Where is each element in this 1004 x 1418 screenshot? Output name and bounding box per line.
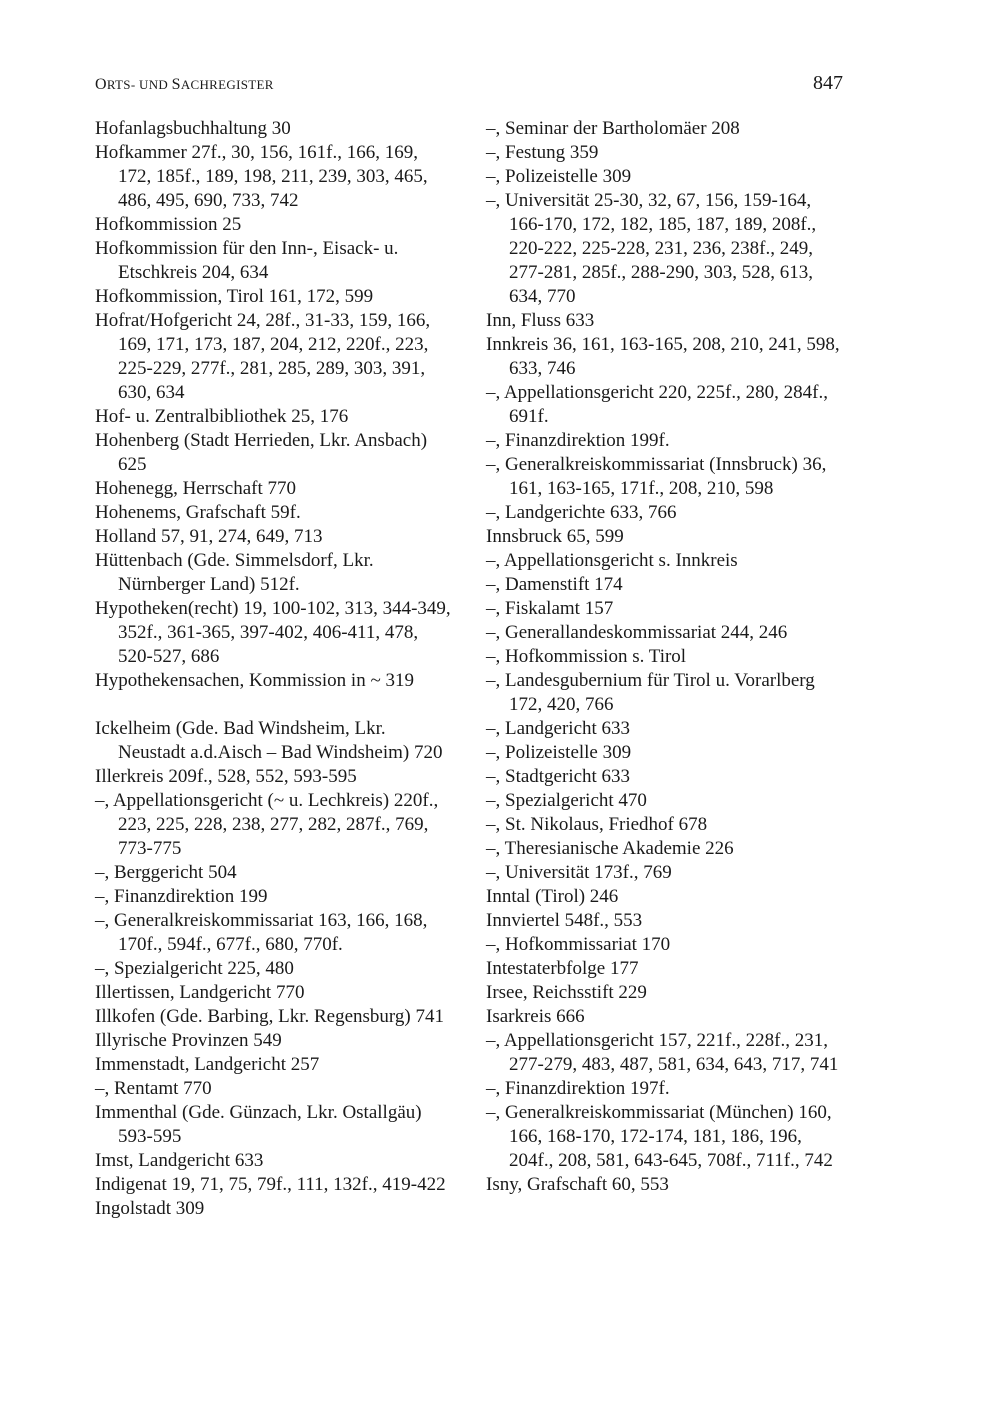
index-entry: –, Berggericht 504 <box>95 862 237 883</box>
index-entry: Hofkommission, Tirol 161, 172, 599 <box>95 286 374 307</box>
index-entry: Ickelheim (Gde. Bad Windsheim, Lkr. Neustadt a.d.Aisch – Bad Windsheim) 720 <box>95 718 443 763</box>
page-number: 847 <box>813 72 843 94</box>
index-entry: Imst, Landgericht 633 <box>95 1150 264 1171</box>
index-entry: Hofkommission 25 <box>95 214 242 235</box>
index-entry: Hofkommission für den Inn-, Eisack- u. Etschkreis 204, 634 <box>95 238 399 283</box>
index-entry: –, Landesgubernium für Tirol u. Vorarlberg 172, 420, 766 <box>486 670 815 715</box>
index-entry: Hohenberg (Stadt Herrieden, Lkr. Ansbach) 625 <box>95 430 428 475</box>
index-entry: –, Finanzdirektion 199f. <box>486 430 670 451</box>
index-entry: Hofrat/Hofgericht 24, 28f., 31-33, 159, 166, 169, 171, 173, 187, 204, 212, 220f., 223, 225-229, 277f., 281, 285, 289, 303, 391, 630, 634 <box>95 310 431 403</box>
index-entry: –, Universität 173f., 769 <box>486 862 672 883</box>
index-entry: –, Stadtgericht 633 <box>486 766 631 787</box>
index-entry: Illerkreis 209f., 528, 552, 593-595 <box>95 766 357 787</box>
index-entry: –, Fiskalamt 157 <box>486 598 614 619</box>
running-head-achregister: ACHREGISTER <box>180 77 274 92</box>
index-entry: Intestaterbfolge 177 <box>486 958 639 979</box>
running-head <box>95 76 274 94</box>
index-entry: –, Spezialgericht 470 <box>486 790 647 811</box>
index-entry: –, Appellationsgericht (~ u. Lechkreis) 220f., 223, 225, 228, 238, 277, 282, 287f., 769, 773-775 <box>95 790 439 859</box>
index-entry: –, Finanzdirektion 197f. <box>486 1078 670 1099</box>
index-entry: –, Universität 25-30, 32, 67, 156, 159-164, 166-170, 172, 182, 185, 187, 189, 208f., 220-222, 225-228, 231, 236, 238f., 249, 277-281, 285f., 288-290, 303, 528, 613, 634, 770 <box>486 190 817 307</box>
index-entry: –, Hofkommission s. Tirol <box>486 646 687 667</box>
index-entry: Innviertel 548f., 553 <box>486 910 643 931</box>
index-entry: Ingolstadt 309 <box>95 1198 205 1219</box>
index-entry: Hohenegg, Herrschaft 770 <box>95 478 297 499</box>
index-entry: Hofanlagsbuchhaltung 30 <box>95 118 291 139</box>
index-entry: –, Damenstift 174 <box>486 574 623 595</box>
index-entry: Hof- u. Zentralbibliothek 25, 176 <box>95 406 349 427</box>
index-entry: –, Generalkreiskommissariat 163, 166, 168, 170f., 594f., 677f., 680, 770f. <box>95 910 428 955</box>
index-entry: –, Finanzdirektion 199 <box>95 886 268 907</box>
index-entry: –, Landgericht 633 <box>486 718 631 739</box>
index-entry: –, Spezialgericht 225, 480 <box>95 958 294 979</box>
index-entry: Isny, Grafschaft 60, 553 <box>486 1174 669 1195</box>
index-entry: Illertissen, Landgericht 770 <box>95 982 305 1003</box>
right-column <box>486 117 846 1197</box>
index-entry: –, Landgerichte 633, 766 <box>486 502 677 523</box>
index-entry: Innkreis 36, 161, 163-165, 208, 210, 241, 598, 633, 746 <box>486 334 840 379</box>
index-entry: Indigenat 19, 71, 75, 79f., 111, 132f., 419-422 <box>95 1174 446 1195</box>
index-entry: Immenstadt, Landgericht 257 <box>95 1054 320 1075</box>
index-entry: Hypotheken(recht) 19, 100-102, 313, 344-349, 352f., 361-365, 397-402, 406-411, 478, 520-527, 686 <box>95 598 451 667</box>
index-entry: –, Seminar der Bartholomäer 208 <box>486 118 740 139</box>
index-entry: –, Theresianische Akademie 226 <box>486 838 734 859</box>
index-entry: Inntal (Tirol) 246 <box>486 886 619 907</box>
index-entry: Hohenems, Grafschaft 59f. <box>95 502 301 523</box>
index-entry: Illkofen (Gde. Barbing, Lkr. Regensburg) 741 <box>95 1006 444 1027</box>
index-entry: Inn, Fluss 633 <box>486 310 595 331</box>
index-entry: Illyrische Provinzen 549 <box>95 1030 282 1051</box>
index-entry: –, Appellationsgericht 220, 225f., 280, 284f., 691f. <box>486 382 828 427</box>
index-entry: –, Hofkommissariat 170 <box>486 934 671 955</box>
index-entry: –, Polizeistelle 309 <box>486 166 632 187</box>
index-entry: Hüttenbach (Gde. Simmelsdorf, Lkr. Nürnberger Land) 512f. <box>95 550 374 595</box>
index-entry: Hofkammer 27f., 30, 156, 161f., 166, 169, 172, 185f., 189, 198, 211, 239, 303, 465, 486, 495, 690, 733, 742 <box>95 142 428 211</box>
index-entry: –, Polizeistelle 309 <box>486 742 632 763</box>
index-entry: –, Generallandeskommissariat 244, 246 <box>486 622 788 643</box>
index-entry: –, Appellationsgericht 157, 221f., 228f., 231, 277-279, 483, 487, 581, 634, 643, 717, 741 <box>486 1030 839 1075</box>
index-entry: –, Generalkreiskommissariat (Innsbruck) 36, 161, 163-165, 171f., 208, 210, 598 <box>486 454 827 499</box>
index-entry: –, Generalkreiskommissariat (München) 160, 166, 168-170, 172-174, 181, 186, 196, 204f., 208, 581, 643-645, 708f., 711f., 742 <box>486 1102 833 1171</box>
index-entry: –, Festung 359 <box>486 142 599 163</box>
index-entry: –, Rentamt 770 <box>95 1078 212 1099</box>
running-head-und: - UND <box>130 77 172 92</box>
index-entry: Irsee, Reichsstift 229 <box>486 982 647 1003</box>
index-entry: Holland 57, 91, 274, 649, 713 <box>95 526 323 547</box>
running-head-o: O <box>95 76 107 93</box>
index-entry: Hypothekensachen, Kommission in ~ 319 <box>95 670 414 691</box>
index-entry: –, Appellationsgericht s. Innkreis <box>486 550 738 571</box>
running-head-rts: RTS <box>106 77 131 92</box>
left-column <box>95 117 455 1221</box>
index-entry: Isarkreis 666 <box>486 1006 585 1027</box>
running-head-s: S <box>171 76 181 93</box>
index-entry: Immenthal (Gde. Günzach, Lkr. Ostallgäu) 593-595 <box>95 1102 422 1147</box>
index-entry: –, St. Nikolaus, Friedhof 678 <box>486 814 708 835</box>
index-entry: Innsbruck 65, 599 <box>486 526 624 547</box>
